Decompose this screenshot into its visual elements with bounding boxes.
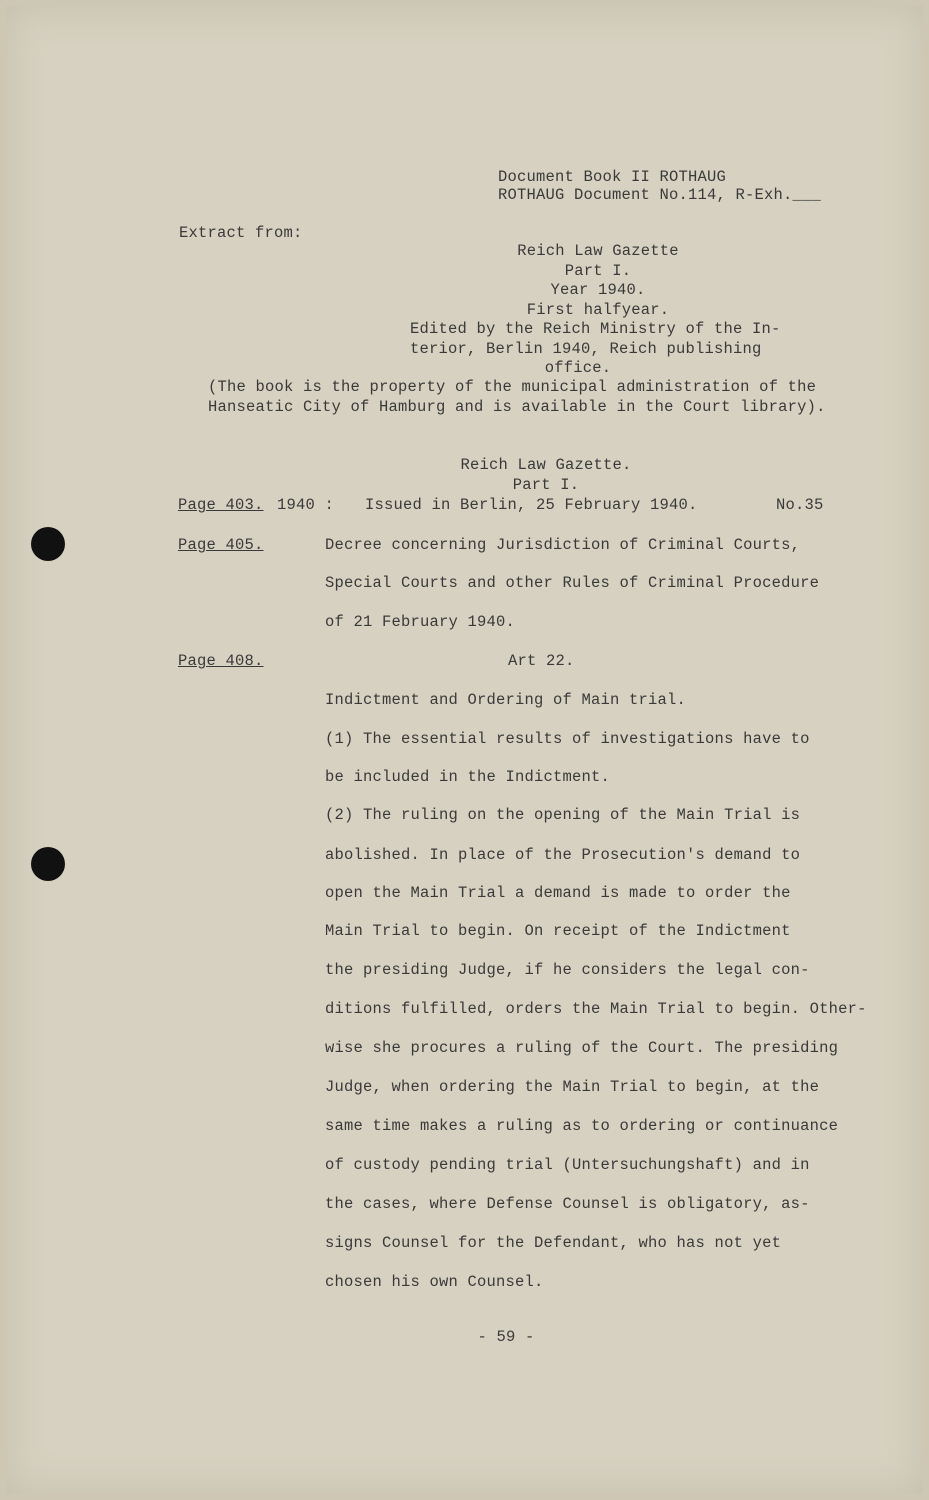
source-line-2: Part I.: [564, 262, 632, 280]
header-document-number-text: ROTHAUG Document No.114, R-Exh.: [498, 186, 793, 204]
property-note-line-1: (The book is the property of the municipal administration of the: [208, 378, 817, 396]
issue-page-ref: Page 403.: [178, 496, 264, 514]
article-line: (2) The ruling on the opening of the Main Trial is: [325, 806, 801, 824]
article-line: ditions fulfilled, orders the Main Trial to begin. Other-: [325, 1000, 867, 1018]
gazette-heading-line-1: Reich Law Gazette.: [460, 456, 632, 474]
source-line-6: terior, Berlin 1940, Reich publishing: [410, 340, 762, 358]
issue-number: No.35: [776, 496, 824, 514]
article-line: Main Trial to begin. On receipt of the Indictment: [325, 922, 791, 940]
article-line: signs Counsel for the Defendant, who has not yet: [325, 1234, 782, 1252]
article-line: of custody pending trial (Untersuchungshaft) and in: [325, 1156, 810, 1174]
header-document-number: [498, 186, 821, 204]
issue-date: Issued in Berlin, 25 February 1940.: [365, 496, 698, 514]
property-note-line-2: Hanseatic City of Hamburg and is available in the Court library).: [208, 398, 826, 416]
decree-line-1: Decree concerning Jurisdiction of Criminal Courts,: [325, 536, 801, 554]
article-line: open the Main Trial a demand is made to order the: [325, 884, 791, 902]
exhibit-blank: ___: [792, 186, 822, 204]
article-page-ref: Page 408.: [178, 652, 264, 670]
punch-hole-top: [31, 527, 65, 561]
decree-page-ref: Page 405.: [178, 536, 264, 554]
article-line: wise she procures a ruling of the Court. The presiding: [325, 1039, 839, 1057]
decree-line-2: Special Courts and other Rules of Criminal Procedure: [325, 574, 820, 592]
source-line-3: Year 1940.: [550, 281, 646, 299]
article-subtitle: Indictment and Ordering of Main trial.: [325, 691, 687, 709]
page-number: - 59 -: [477, 1328, 535, 1346]
decree-line-3: of 21 February 1940.: [325, 613, 516, 631]
article-line: (1) The essential results of investigations have to: [325, 730, 810, 748]
article-line: the cases, where Defense Counsel is obligatory, as-: [325, 1195, 810, 1213]
article-line: Judge, when ordering the Main Trial to begin, at the: [325, 1078, 820, 1096]
article-title: Art 22.: [508, 652, 575, 670]
punch-hole-bottom: [31, 847, 65, 881]
article-line: abolished. In place of the Prosecution's demand to: [325, 846, 801, 864]
article-line: the presiding Judge, if he considers the legal con-: [325, 961, 810, 979]
article-line: be included in the Indictment.: [325, 768, 611, 786]
issue-year: 1940 :: [277, 496, 335, 514]
article-line: chosen his own Counsel.: [325, 1273, 544, 1291]
source-line-5: Edited by the Reich Ministry of the In-: [410, 320, 781, 338]
source-line-1: Reich Law Gazette: [517, 242, 679, 260]
source-line-4: First halfyear.: [526, 301, 670, 319]
extract-label: Extract from:: [179, 224, 303, 242]
document-page: [6, 6, 923, 1494]
source-line-7: office.: [544, 359, 612, 377]
header-document-book: Document Book II ROTHAUG: [498, 168, 727, 186]
article-line: same time makes a ruling as to ordering or continuance: [325, 1117, 839, 1135]
gazette-heading-line-2: Part I.: [512, 476, 580, 494]
